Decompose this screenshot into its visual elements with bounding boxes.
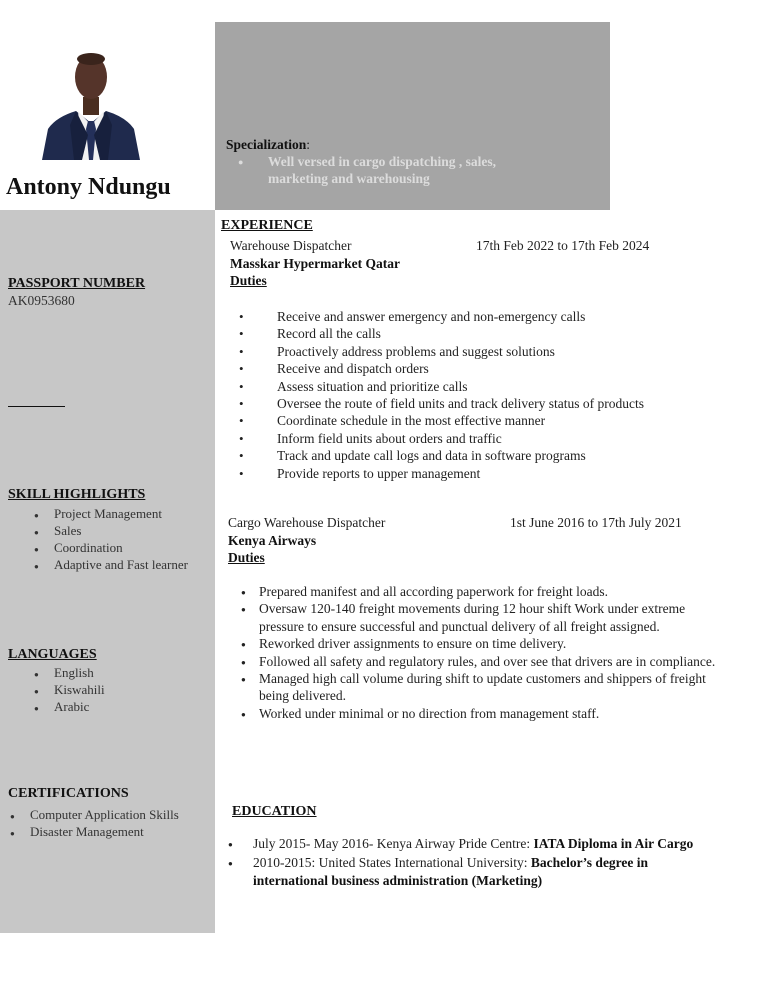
education-qualification: Bachelor’s degree in international business administration (Marketing) [253,855,649,888]
duty-item: • Assess situation and prioritize calls [231,378,711,395]
duty-item: • Proactively address problems and suggest solutions [231,343,711,360]
duty-item: • Provide reports to upper management [231,465,711,482]
experience-title: EXPERIENCE [221,218,313,233]
duty-item: ● Oversaw 120-140 freight movements during 12 hour shift Work under extreme pressure to ensure successful and punctual delivery of all freight assigned. [229,600,719,635]
duty-item: • Receive and answer emergency and non-emergency calls [231,308,711,325]
education-item [228,835,718,852]
duty-item: ● Prepared manifest and all according paperwork for freight loads. [229,583,719,600]
specialization-section: Specialization: ● Well versed in cargo dispatching , sales, marketing and warehousing [226,136,546,187]
job-dates: 17th Feb 2022 to 17th Feb 2024 [476,238,650,253]
duty-item: • Inform field units about orders and traffic [231,430,711,447]
passport-label: PASSPORT NUMBER [8,276,146,291]
specialization-title: Specialization [226,137,307,152]
languages-title: LANGUAGES [8,647,97,662]
skill-item: ● Coordination [30,539,190,556]
job-role: Cargo Warehouse Dispatcher [228,515,386,530]
education-list [228,835,718,891]
job-2 [228,514,708,567]
certification-item: ● Computer Application Skills [6,806,211,823]
education-detail: July 2015- May 2016- Kenya Airway Pride Centre: [253,836,534,851]
specialization-list [226,153,546,187]
duty-item: ● Worked under minimal or no direction from management staff. [229,705,719,722]
job-1 [230,237,710,290]
job-organization: Masskar Hypermarket Qatar [230,255,400,271]
skill-item: ● Adaptive and Fast learner [30,556,190,573]
passport-value: AK0953680 [8,293,75,308]
skill-item: ● Sales [30,522,190,539]
duty-item: • Track and update call logs and data in software programs [231,447,711,464]
job-2-duties [229,583,719,722]
certifications-title: CERTIFICATIONS [8,786,129,801]
skills-list [30,505,190,573]
profile-photo [38,45,144,160]
candidate-name: Antony Ndungu [6,174,171,200]
duty-item: • Oversee the route of field units and track delivery status of products [231,395,711,412]
job-organization: Kenya Airways [228,532,317,548]
job-1-duties [231,308,711,482]
language-item: ● Arabic [30,698,190,715]
certification-item: ● Disaster Management [6,823,211,840]
education-title: EDUCATION [232,804,317,819]
divider [8,406,65,407]
duties-label: Duties [228,550,265,565]
duty-item: • Coordinate schedule in the most effective manner [231,412,711,429]
duty-item: ● Managed high call volume during shift to update customers and shippers of freight being delivered. [229,670,719,705]
certifications-list [6,806,211,840]
specialization-item: ● Well versed in cargo dispatching , sales, marketing and warehousing [268,153,546,187]
education-item [228,854,718,889]
duties-label: Duties [230,273,267,288]
languages-list [30,664,190,715]
language-item: ● Kiswahili [30,681,190,698]
education-qualification: IATA Diploma in Air Cargo [533,836,694,851]
job-dates: 1st June 2016 to 17th July 2021 [510,515,682,530]
skills-title: SKILL HIGHLIGHTS [8,487,146,502]
duty-item: • Record all the calls [231,325,711,342]
duty-item: • Receive and dispatch orders [231,360,711,377]
skill-item: ● Project Management [30,505,190,522]
duty-item: ● Followed all safety and regulatory rules, and over see that drivers are in compliance. [229,653,719,670]
education-detail: 2010-2015: United States International University: [253,855,531,871]
duty-item: ● Reworked driver assignments to ensure on time delivery. [229,635,719,652]
job-role: Warehouse Dispatcher [230,238,352,253]
language-item: ● English [30,664,190,681]
